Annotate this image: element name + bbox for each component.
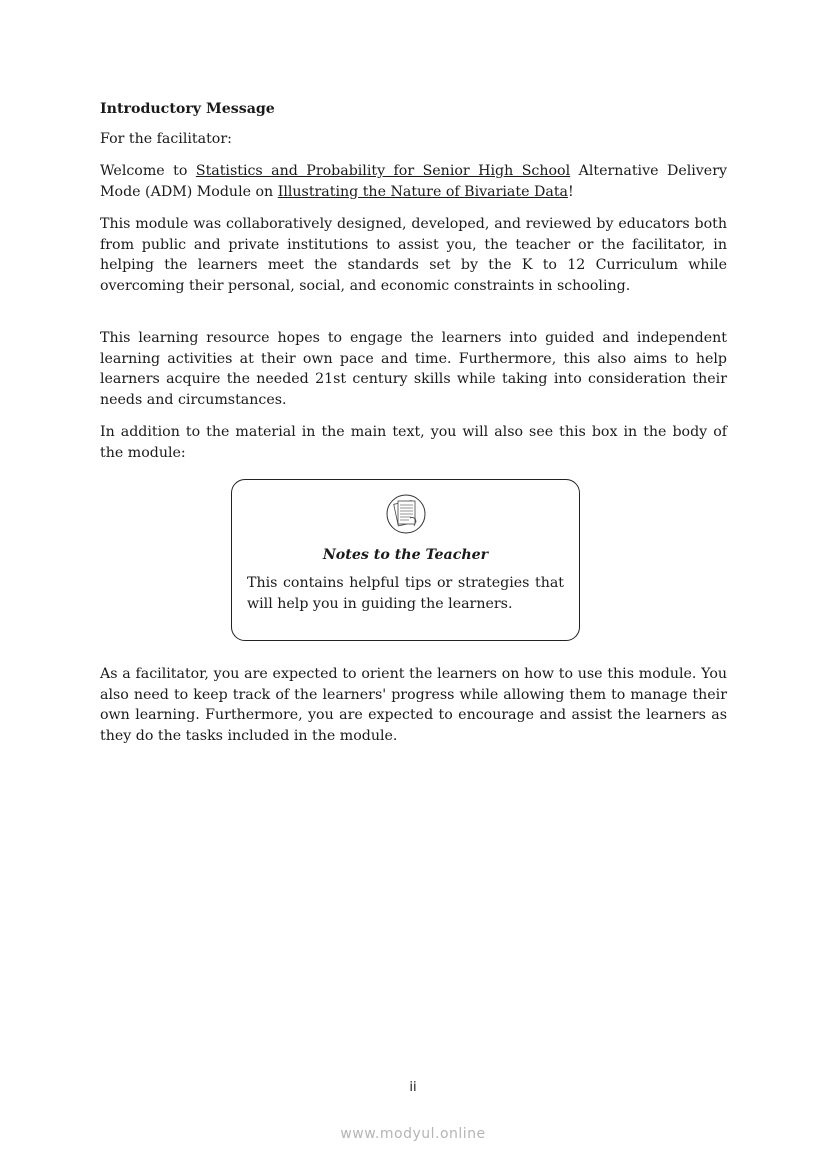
paragraph-resource: This learning resource hopes to engage the learners into guided and independent learning activities at their own pace and time. Furthermore, this also aims to help learners acquire the needed 21st century skills while taking into consideration their needs and circumstances. bbox=[100, 330, 727, 408]
notes-box-body: This contains helpful tips or strategies that will help you in guiding the learners. bbox=[247, 575, 564, 612]
notes-clipboard-icon bbox=[386, 494, 426, 534]
paragraph-facilitator-role: As a facilitator, you are expected to orient the learners on how to use this module. You also need to keep track of the learners' progress while allowing them to manage their own learning. Furthermore, you are expected to encourage and assist the learners as they do the tasks included in the module. bbox=[100, 666, 727, 744]
welcome-paragraph bbox=[100, 161, 727, 202]
welcome-post: ! bbox=[568, 183, 574, 200]
notes-to-teacher-box bbox=[231, 479, 580, 641]
notes-box-title: Notes to the Teacher bbox=[322, 547, 489, 563]
paragraph-purpose: This module was collaboratively designed, developed, and reviewed by educators both from public and private institutions to assist you, the teacher or the facilitator, in helping the learners meet the standards set by the K to 12 Curriculum while overcoming their personal, social, and economic constraints in schooling. bbox=[100, 216, 727, 294]
module-subject-link[interactable]: Statistics and Probability for Senior High School bbox=[195, 163, 571, 179]
page-heading: Introductory Message bbox=[100, 101, 275, 117]
subheading: For the facilitator: bbox=[100, 131, 232, 147]
module-title-link[interactable]: Illustrating the Nature of Bivariate Data bbox=[277, 183, 568, 200]
watermark: www.modyul.online bbox=[340, 1126, 486, 1142]
page-number: ii bbox=[409, 1080, 417, 1095]
welcome-mid: Alternative Delivery Mode (ADM) Module on bbox=[100, 163, 727, 200]
welcome-pre: Welcome to bbox=[100, 163, 196, 179]
paragraph-box-intro: In addition to the material in the main text, you will also see this box in the body of the module: bbox=[100, 424, 727, 461]
